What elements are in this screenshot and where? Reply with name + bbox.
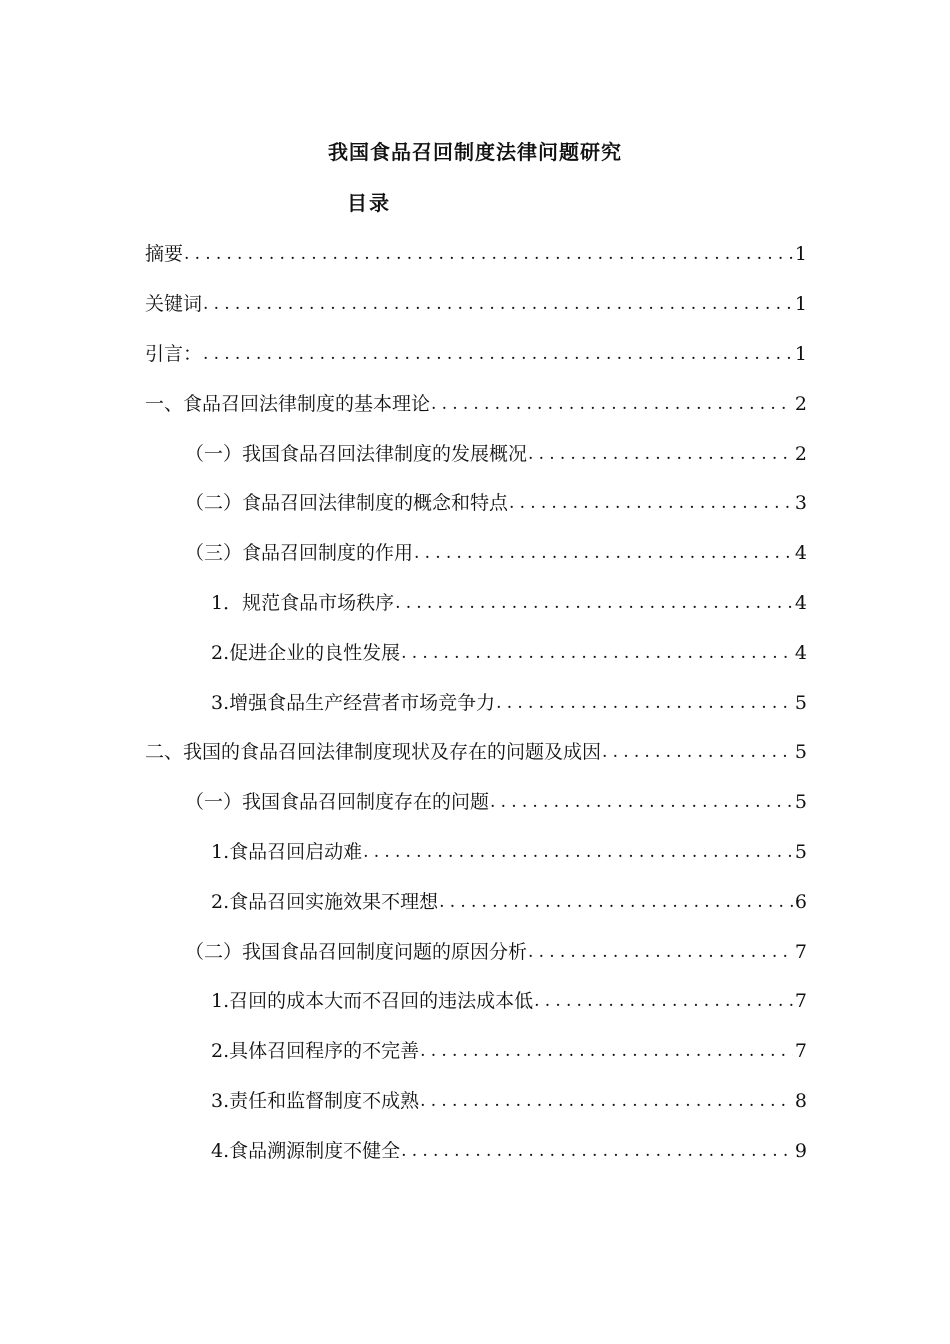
toc-dot-leader	[395, 595, 793, 612]
table-of-contents	[145, 230, 807, 1176]
toc-entry-page: 2	[794, 442, 807, 465]
toc-entry-page: 3	[794, 492, 807, 515]
toc-entry-label: 3.增强食品生产经营者市场竞争力	[211, 691, 496, 714]
toc-entry-page: 7	[794, 1040, 807, 1063]
toc-entry-label: 4.食品溯源制度不健全	[211, 1139, 401, 1162]
toc-entry[interactable]	[145, 529, 807, 579]
toc-entry-page: 9	[794, 1139, 807, 1162]
toc-entry-label: 引言：	[145, 342, 203, 365]
toc-entry-label: 1．规范食品市场秩序	[211, 591, 395, 614]
toc-dot-leader	[496, 695, 793, 712]
toc-entry-page: 8	[794, 1089, 807, 1112]
toc-dot-leader	[363, 844, 793, 861]
toc-entry[interactable]	[145, 927, 807, 977]
toc-entry-label: 关键词	[145, 293, 203, 316]
toc-entry-label: 1.食品召回启动难	[211, 840, 363, 863]
toc-entry[interactable]	[145, 579, 807, 629]
toc-entry-label: 摘要	[145, 243, 184, 266]
toc-entry-page: 7	[794, 990, 807, 1013]
toc-entry-label: 2.具体召回程序的不完善	[211, 1040, 420, 1063]
toc-entry-label: （一）我国食品召回制度存在的问题	[185, 791, 490, 814]
toc-entry-label: 3.责任和监督制度不成熟	[211, 1089, 420, 1112]
toc-entry[interactable]	[145, 728, 807, 778]
toc-entry[interactable]	[145, 1077, 807, 1127]
toc-entry-page: 1	[794, 293, 807, 316]
toc-entry-page: 5	[794, 791, 807, 814]
toc-dot-leader	[401, 645, 793, 662]
toc-entry-page: 5	[794, 741, 807, 764]
toc-entry-label: （二）我国食品召回制度问题的原因分析	[185, 940, 528, 963]
toc-entry-label: （三）食品召回制度的作用	[185, 542, 414, 565]
toc-entry-page: 5	[794, 691, 807, 714]
toc-entry[interactable]	[145, 379, 807, 429]
toc-entry[interactable]	[145, 1126, 807, 1176]
toc-dot-leader	[414, 545, 793, 562]
toc-entry[interactable]	[145, 230, 807, 280]
toc-dot-leader	[490, 794, 793, 811]
toc-entry-label: 2.食品召回实施效果不理想	[211, 890, 439, 913]
toc-entry-page: 4	[794, 591, 807, 614]
toc-entry-page: 1	[794, 342, 807, 365]
toc-entry[interactable]	[145, 678, 807, 728]
toc-entry-page: 2	[794, 392, 807, 415]
toc-entry-page: 4	[794, 542, 807, 565]
toc-entry[interactable]	[145, 1027, 807, 1077]
toc-dot-leader	[439, 894, 793, 911]
toc-entry-label: 1.召回的成本大而不召回的违法成本低	[211, 990, 534, 1013]
toc-dot-leader	[528, 944, 793, 961]
toc-entry[interactable]	[145, 778, 807, 828]
toc-dot-leader	[401, 1143, 793, 1160]
toc-entry-page: 6	[794, 890, 807, 913]
toc-dot-leader	[203, 346, 793, 363]
toc-entry[interactable]	[145, 877, 807, 927]
toc-dot-leader	[184, 246, 793, 263]
toc-entry-label: 二、我国的食品召回法律制度现状及存在的问题及成因	[145, 741, 602, 764]
toc-dot-leader	[431, 396, 793, 413]
toc-dot-leader	[420, 1043, 793, 1060]
toc-entry[interactable]	[145, 280, 807, 330]
toc-entry-page: 7	[794, 940, 807, 963]
toc-entry[interactable]	[145, 828, 807, 878]
toc-dot-leader	[602, 744, 793, 761]
toc-entry-page: 5	[794, 840, 807, 863]
toc-entry[interactable]	[145, 429, 807, 479]
toc-entry[interactable]	[145, 977, 807, 1027]
toc-entry-page: 4	[794, 641, 807, 664]
toc-dot-leader	[420, 1093, 793, 1110]
toc-entry[interactable]	[145, 628, 807, 678]
document-title: 我国食品召回制度法律问题研究	[328, 140, 622, 164]
toc-entry[interactable]	[145, 330, 807, 380]
toc-entry[interactable]	[145, 479, 807, 529]
toc-dot-leader	[528, 446, 793, 463]
toc-entry-label: 2.促进企业的良性发展	[211, 641, 401, 664]
toc-dot-leader	[534, 993, 793, 1010]
toc-heading: 目录	[347, 191, 391, 215]
toc-entry-label: （二）食品召回法律制度的概念和特点	[185, 492, 509, 515]
toc-entry-label: （一）我国食品召回法律制度的发展概况	[185, 442, 528, 465]
toc-entry-page: 1	[794, 243, 807, 266]
toc-entry-label: 一、食品召回法律制度的基本理论	[145, 392, 431, 415]
toc-dot-leader	[509, 495, 793, 512]
toc-dot-leader	[203, 296, 793, 313]
